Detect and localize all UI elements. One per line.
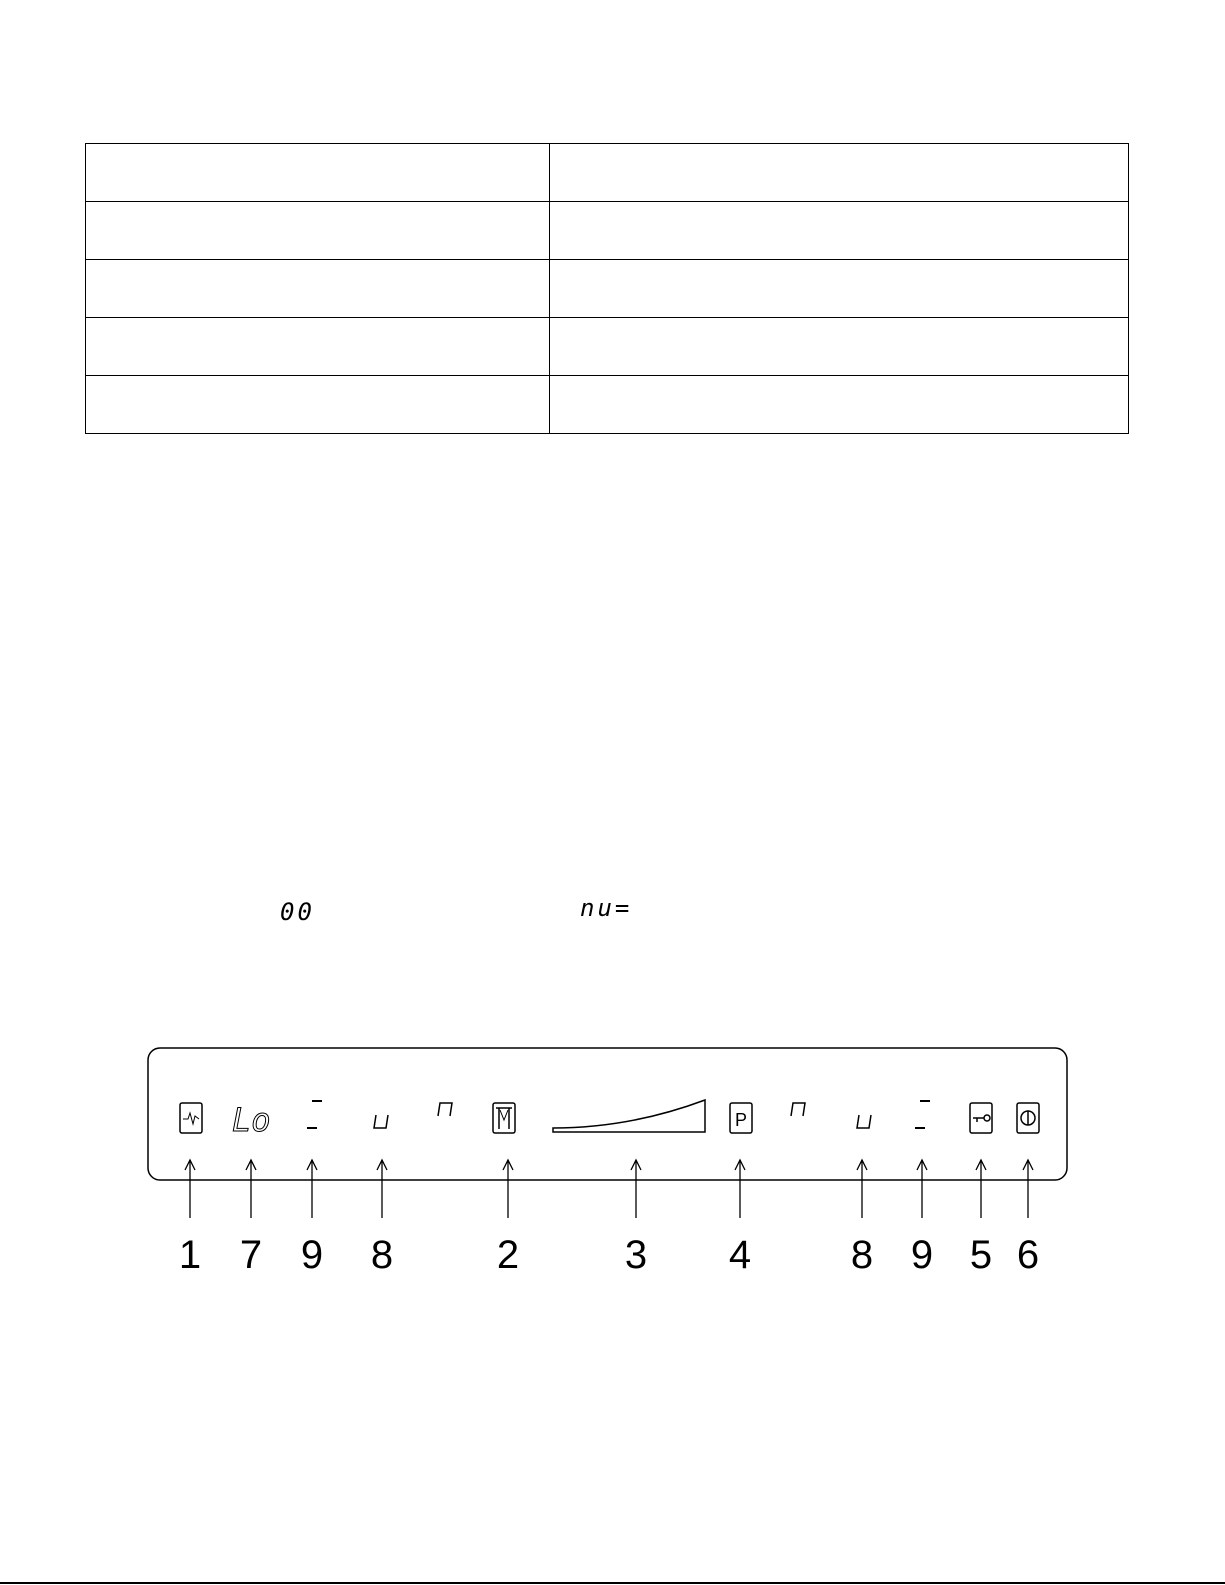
arrow-icon <box>857 1160 867 1218</box>
display-snippet-nu: nu= <box>580 894 633 922</box>
arrow-icon <box>1023 1160 1033 1218</box>
arrow-icon <box>735 1160 745 1218</box>
right-n-segment-icon <box>791 1103 805 1116</box>
arrow-icon <box>503 1160 513 1218</box>
arrow-icon <box>246 1160 256 1218</box>
callout-number: 2 <box>496 1233 520 1277</box>
callout-number: 3 <box>624 1233 648 1277</box>
left-n-segment-icon <box>438 1103 452 1116</box>
arrow-icon <box>307 1160 317 1218</box>
arrow-icon <box>976 1160 986 1218</box>
arrow-icon <box>917 1160 927 1218</box>
callout-number: 9 <box>910 1233 934 1277</box>
pulse-key-icon[interactable] <box>180 1103 202 1133</box>
zone-key-icon[interactable] <box>493 1103 515 1133</box>
panel-outline <box>148 1048 1067 1180</box>
callout-number: 4 <box>728 1233 752 1277</box>
lo-display: Lo <box>232 1101 271 1139</box>
callout-number: 7 <box>239 1233 263 1277</box>
callout-arrows <box>185 1160 1033 1218</box>
key-lock-icon[interactable] <box>970 1103 992 1133</box>
left-step-segments-icon[interactable] <box>307 1101 322 1128</box>
right-step-segments-icon[interactable] <box>915 1101 930 1128</box>
callout-number: 8 <box>370 1233 394 1277</box>
power-icon[interactable] <box>1017 1103 1039 1133</box>
power-slider[interactable] <box>553 1100 705 1132</box>
callout-labels <box>179 1233 1039 1277</box>
arrow-icon <box>185 1160 195 1218</box>
right-u-segment-icon <box>857 1115 871 1128</box>
arrow-icon <box>377 1160 387 1218</box>
p-key-label: P <box>735 1110 748 1130</box>
callout-number: 5 <box>969 1233 993 1277</box>
bottom-rule <box>0 1582 1225 1584</box>
callout-number: 6 <box>1016 1233 1040 1277</box>
arrow-icon <box>631 1160 641 1218</box>
display-snippet-00: 00 <box>280 898 315 926</box>
callout-number: 8 <box>850 1233 874 1277</box>
callout-number: 9 <box>300 1233 324 1277</box>
callout-number: 1 <box>178 1233 202 1277</box>
left-u-segment-icon <box>374 1115 388 1128</box>
